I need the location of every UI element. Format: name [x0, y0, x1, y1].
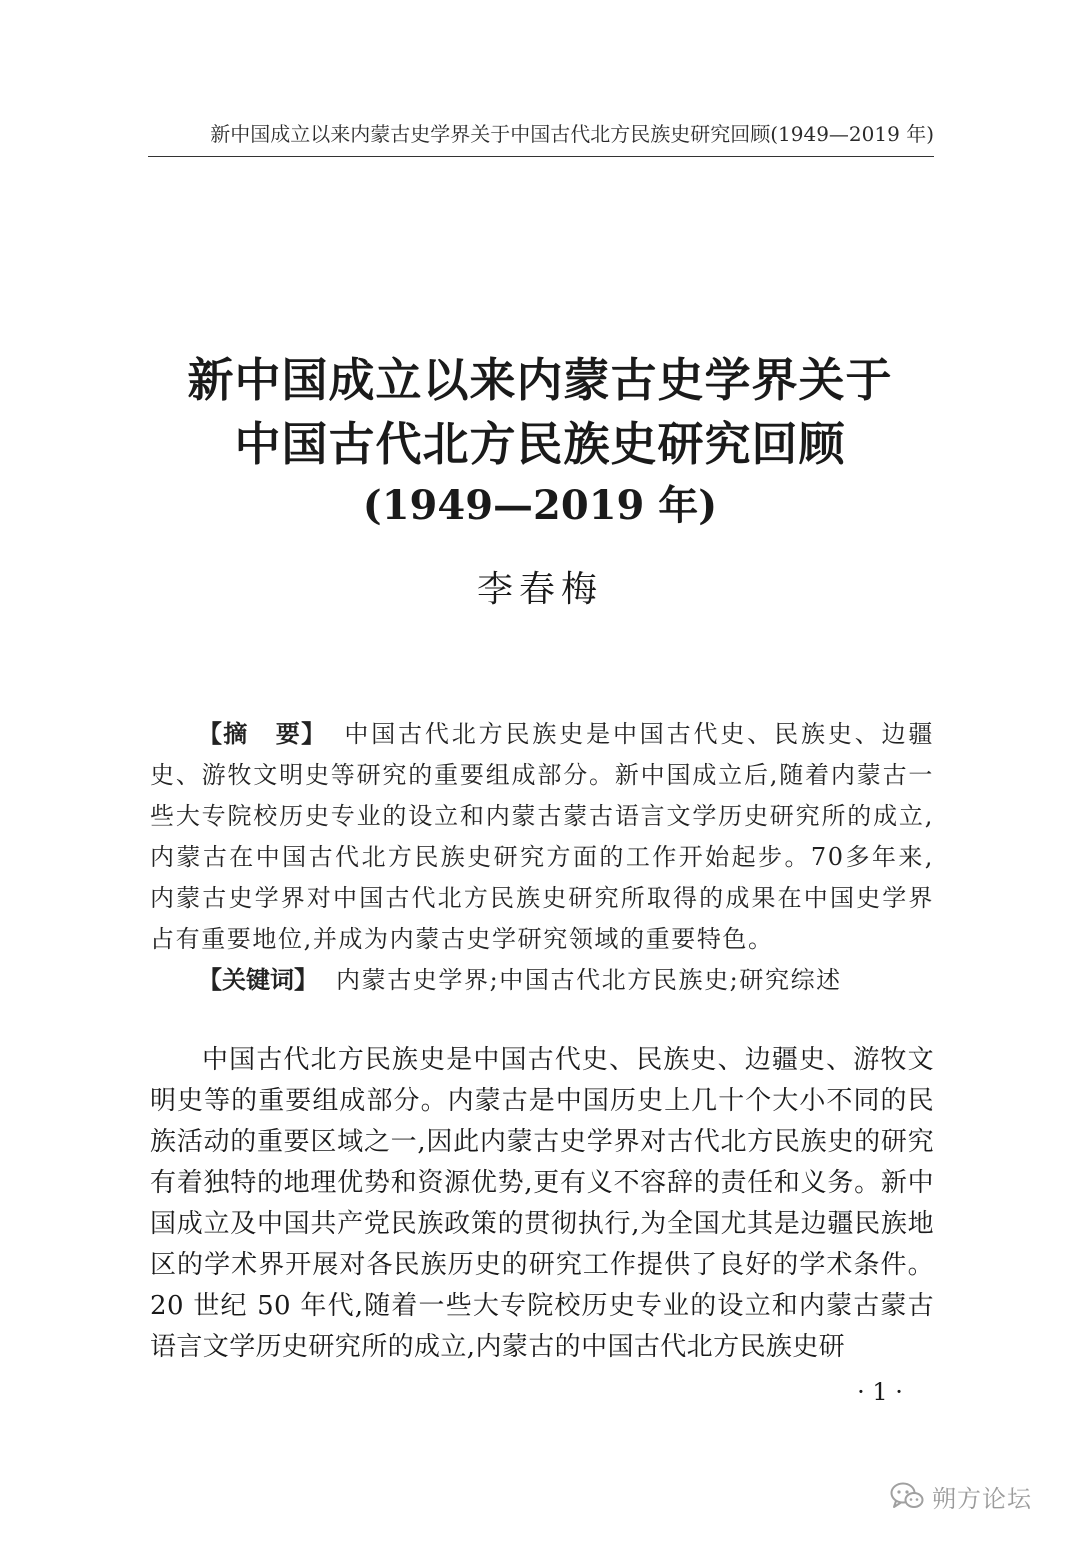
abstract-paragraph [150, 714, 934, 960]
abstract-text: 中国古代北方民族史是中国古代史、民族史、边疆史、游牧文明史等研究的重要组成部分。新中国成立后,随着内蒙古一些大专院校历史专业的设立和内蒙古蒙古语言文学历史研究所的成立,内蒙古在中国古代北方民族史研究方面的工作开始起步。70多年来,内蒙古史学界对中国古代北方民族史研究所取得的成果在中国史学界占有重要地位,并成为内蒙古史学研究领域的重要特色。 [150, 720, 935, 953]
title-years: (1949—2019 年) [362, 482, 718, 529]
wechat-icon [890, 1481, 924, 1511]
body-section [150, 1040, 934, 1368]
keywords-label: 【关键词】 [198, 966, 318, 994]
abstract-label-char-2: 要 [274, 720, 302, 748]
keywords-label-text: 关键词 [222, 966, 294, 994]
body-paragraph-1: 中国古代北方民族史是中国古代史、民族史、边疆史、游牧文明史等的重要组成部分。内蒙古是中国历史上几十个大小不同的民族活动的重要区域之一,因此内蒙古史学界对古代北方民族史的研究有着独特的地理优势和资源优势,更有义不容辞的责任和义务。新中国成立及中国共产党民族政策的贯彻执行,为全国尤其是边疆民族地区的学术界开展对各民族历史的研究工作提供了良好的学术条件。20 世纪 50 年代,随着一些大专院校历史专业的设立和内蒙古蒙古语言文学历史研究所的成立,内蒙古的中国古代北方民族史研 [150, 1045, 934, 1362]
header-rule [148, 156, 934, 157]
keywords-paragraph [150, 960, 934, 1001]
abstract-label-char-1: 摘 [223, 720, 249, 748]
keywords-text: 内蒙古史学界;中国古代北方民族史;研究综述 [336, 966, 842, 994]
abstract-section [150, 714, 934, 1001]
watermark-text: 朔方论坛 [932, 1484, 1032, 1513]
title-line-1: 新中国成立以来内蒙古史学界关于 [187, 353, 893, 407]
article-title [100, 348, 980, 536]
title-line-2: 中国古代北方民族史研究回顾 [234, 417, 846, 471]
abstract-label: 【摘 要】 [198, 720, 327, 748]
author-name: 李春梅 [476, 569, 603, 610]
page-number: · 1 · [857, 1378, 903, 1406]
watermark [890, 1476, 1032, 1516]
running-header: 新中国成立以来内蒙古史学界关于中国古代北方民族史研究回顾(1949—2019 年) [210, 122, 934, 146]
